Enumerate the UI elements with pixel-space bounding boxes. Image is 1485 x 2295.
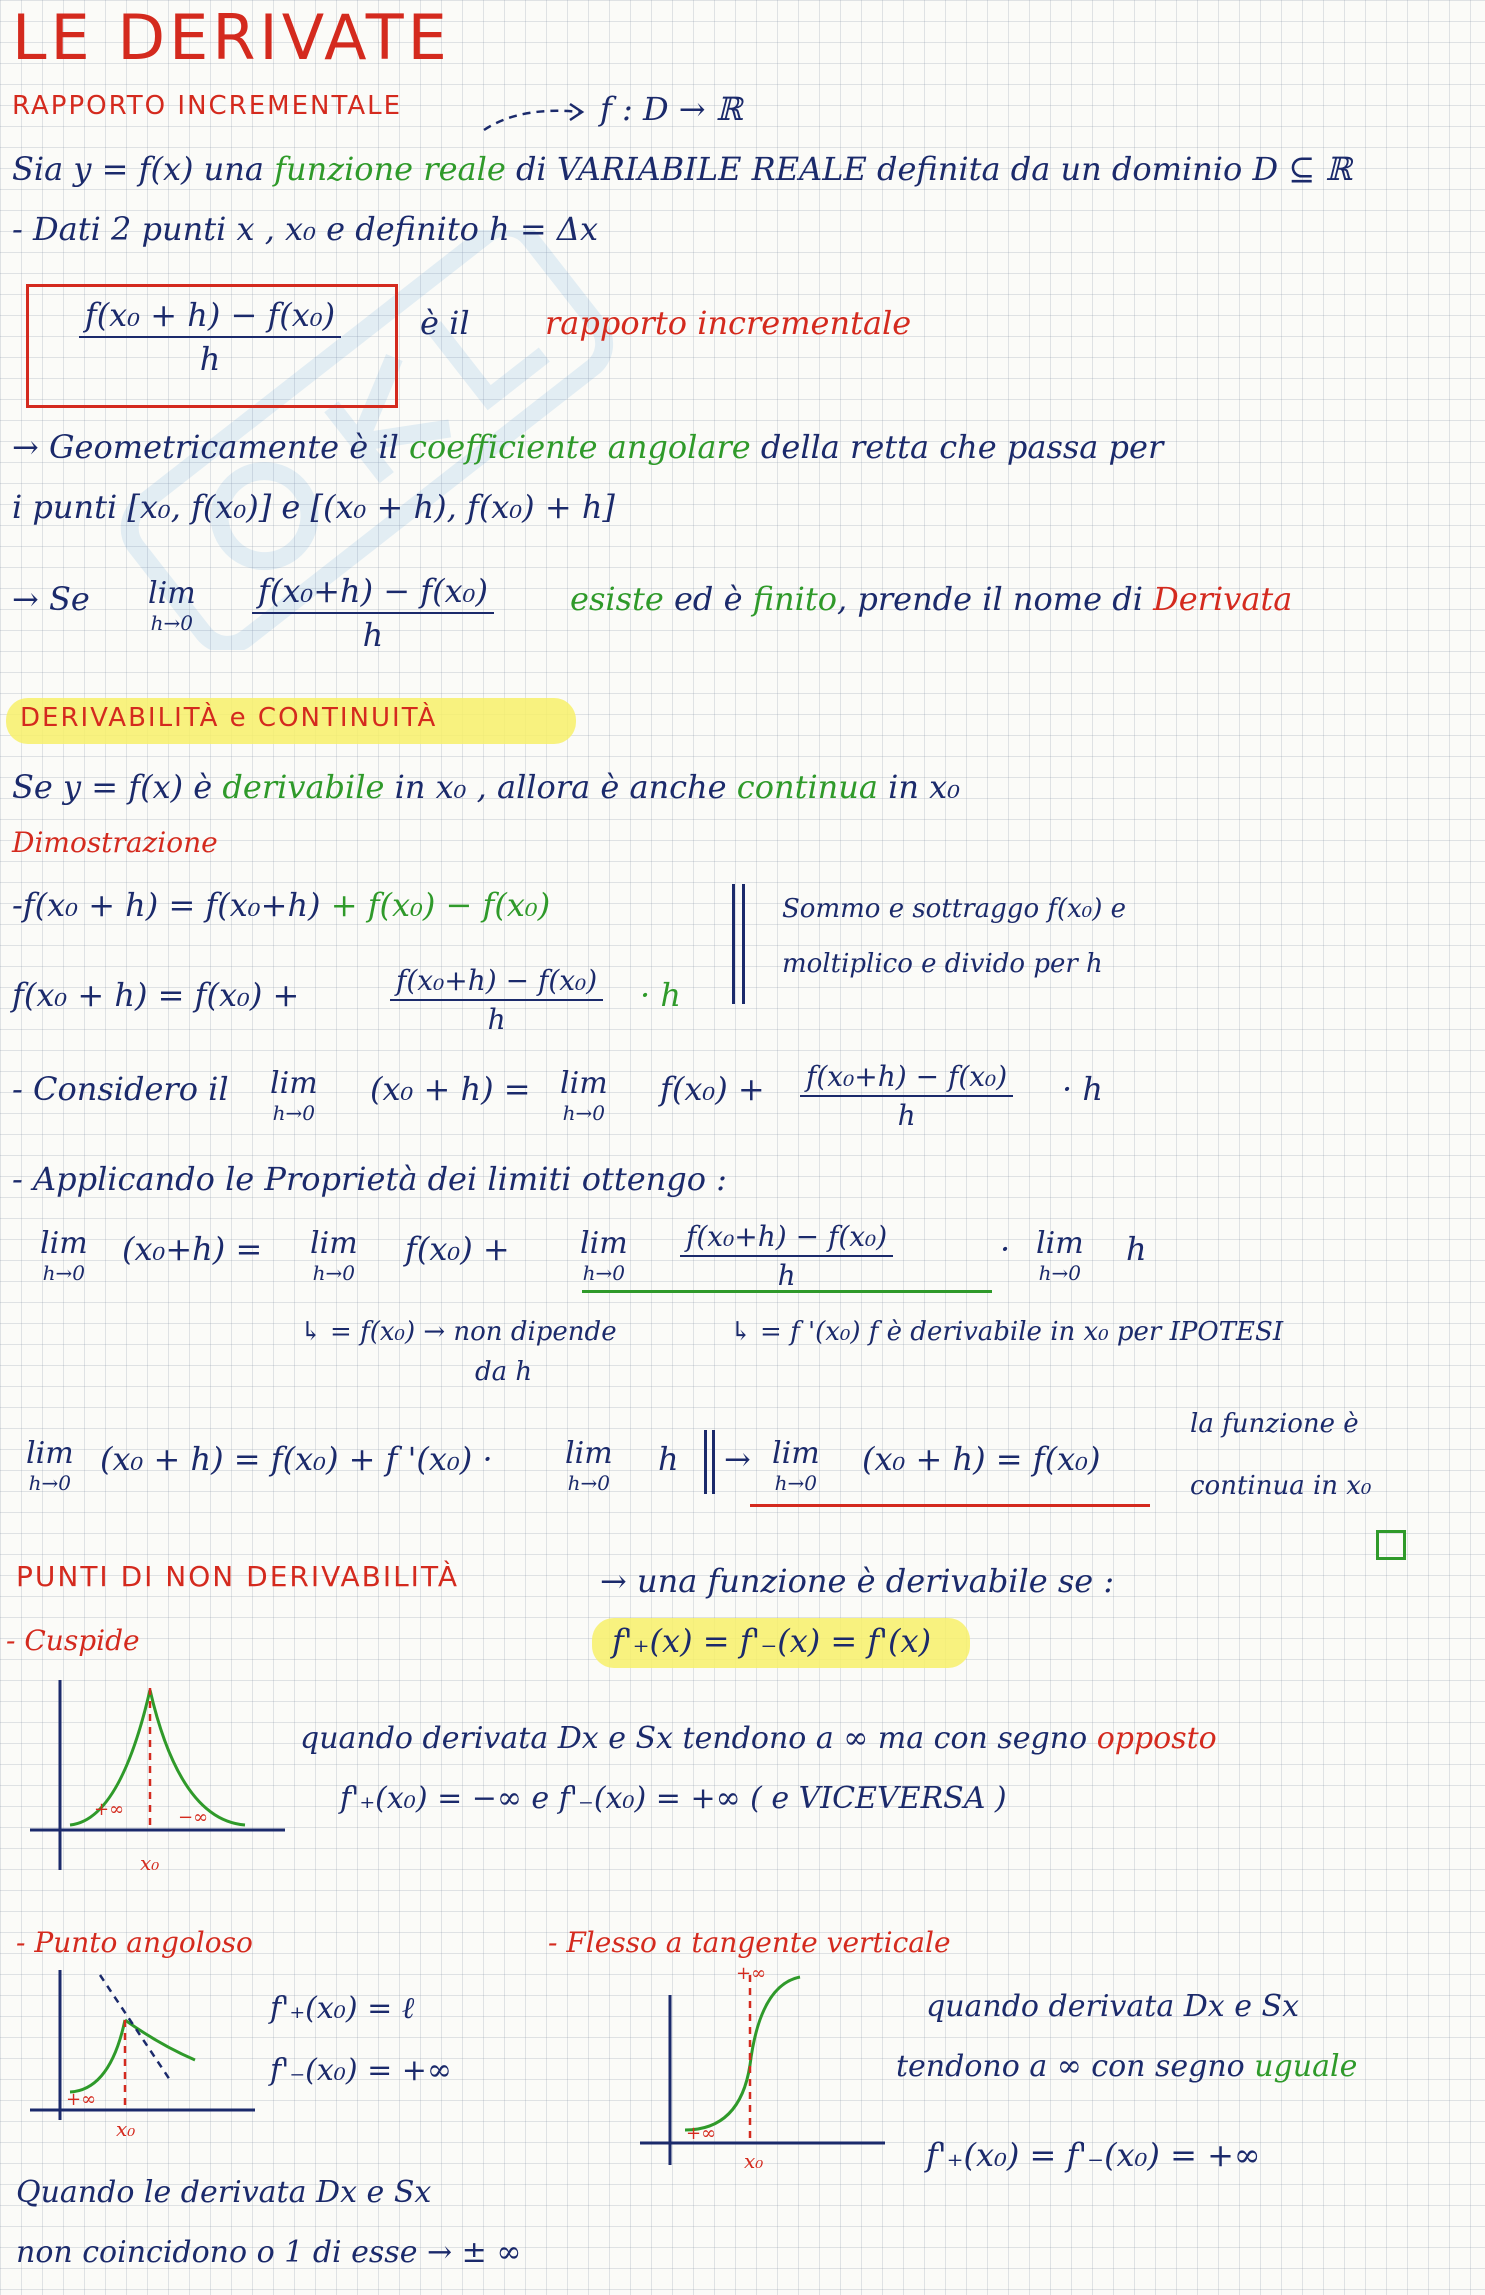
theorem-e: in x₀: [888, 768, 961, 806]
consider-lim-2: lim: [560, 1066, 608, 1101]
final-sub-3: h→0: [774, 1471, 817, 1495]
consider-sub-2: h→0: [562, 1101, 605, 1125]
consider-num: f(x₀+h) − f(x₀): [800, 1060, 1013, 1097]
apply-green-underline: [582, 1290, 992, 1293]
limit-and: ed è: [673, 580, 743, 618]
limit-exists: esiste: [570, 580, 664, 618]
consider-limit-1: [270, 1066, 318, 1125]
apply-num: f(x₀+h) − f(x₀): [680, 1220, 893, 1257]
cuspide-line-2: f'₊(x₀) = −∞ e f'₋(x₀) = +∞ ( e VICEVERSA ): [340, 1781, 1007, 1816]
apply-lim-1: lim: [40, 1226, 88, 1261]
cuspide-graph: [20, 1680, 290, 1880]
final-limit-1: [26, 1436, 74, 1495]
consider-fx0: f(x₀) +: [660, 1070, 765, 1108]
angoloso-label: - Punto angoloso: [16, 1926, 253, 1959]
final-h: h: [658, 1440, 679, 1478]
flesso-line-1: quando derivata Dx e Sx: [926, 1989, 1300, 2024]
final-lim-2: lim: [565, 1436, 613, 1471]
conclusion-1: la funzione è: [1190, 1409, 1359, 1439]
proof-eq1-b: f(x₀+h): [205, 886, 321, 924]
final-sub-1: h→0: [28, 1471, 71, 1495]
derivability-condition: f'₊(x) = f'₋(x) = f'(x): [612, 1622, 932, 1660]
dashed-arrow: [480, 96, 590, 136]
geometric-line-2: i punti [x₀, f(x₀)] e [(x₀ + h), f(x₀) + h]: [12, 488, 615, 526]
proof-label: Dimostrazione: [12, 826, 218, 859]
limit-rest: [570, 582, 1292, 617]
section-heading-non-derivabilita: PUNTI DI NON DERIVABILITÀ: [16, 1560, 460, 1593]
apply-lim-4: lim: [1036, 1226, 1084, 1261]
apply-h: h: [1126, 1230, 1147, 1268]
arrow-note: f : D → ℝ: [600, 90, 743, 128]
final-lim-1: lim: [26, 1436, 74, 1471]
flesso-equal: uguale: [1254, 2049, 1358, 2084]
apply-fx0: f(x₀) +: [405, 1230, 510, 1268]
consider-lim-1: lim: [270, 1066, 318, 1101]
definition-start: Sia y = f(x) una: [12, 150, 264, 188]
note-left-2: da h: [475, 1357, 533, 1387]
flesso-line-2-a: tendono a ∞ con segno: [896, 2049, 1245, 2084]
consider-fraction: [800, 1060, 1013, 1132]
theorem-continuous: continua: [736, 768, 878, 806]
section-heading-rapporto: RAPPORTO INCREMENTALE: [12, 91, 403, 121]
limit-sub: h→0: [150, 611, 193, 635]
box-is-text: è il: [420, 304, 470, 342]
separator-bar-1: [732, 884, 735, 1004]
proof-eq2-start: f(x₀ + h) = f(x₀) +: [12, 976, 300, 1014]
proof-eq2-den: h: [487, 1003, 506, 1036]
cuspide-right-label: −∞: [178, 1807, 209, 1828]
proof-eq1: [12, 888, 550, 923]
apply-sub-2: h→0: [312, 1261, 355, 1285]
final-result: (x₀ + h) = f(x₀): [862, 1440, 1101, 1478]
theorem-derivable: derivabile: [222, 768, 385, 806]
proof-eq1-c: + f(x₀) − f(x₀): [330, 886, 551, 924]
incremental-ratio-term: rapporto incrementale: [545, 304, 912, 342]
section-heading-derivabilita: DERIVABILITÀ e CONTINUITÀ: [20, 703, 438, 733]
final-limit-3: [772, 1436, 820, 1495]
apply-limit-2: [310, 1226, 358, 1285]
proof-eq2-times-h: · h: [640, 976, 681, 1014]
apply-expr-1: (x₀+h) =: [122, 1230, 263, 1268]
apply-den: h: [777, 1259, 796, 1292]
limit-numerator: f(x₀+h) − f(x₀): [252, 572, 494, 614]
checkbox-square: [1376, 1530, 1406, 1560]
apply-sub-1: h→0: [42, 1261, 85, 1285]
proof-eq2-fraction: [390, 964, 603, 1036]
cuspide-x0: x₀: [140, 1851, 160, 1875]
final-bar-2: [712, 1430, 715, 1494]
flesso-label: - Flesso a tangente verticale: [548, 1926, 951, 1959]
flesso-x0: x₀: [744, 2149, 764, 2173]
derivative-term: Derivata: [1153, 580, 1293, 618]
final-red-underline: [750, 1504, 1150, 1507]
apply-properties: - Applicando le Proprietà dei limiti ottengo :: [12, 1160, 727, 1198]
apply-limit-3: [580, 1226, 628, 1285]
flesso-line-3: f'₊(x₀) = f'₋(x₀) = +∞: [926, 2136, 1261, 2174]
page-title: LE DERIVATE: [12, 1, 451, 74]
points-line: - Dati 2 punti x , x₀ e definito h = Δx: [12, 210, 599, 248]
final-sub-2: h→0: [567, 1471, 610, 1495]
limit-symbol: [148, 576, 196, 635]
apply-sub-3: h→0: [582, 1261, 625, 1285]
consider-times-h: · h: [1062, 1070, 1103, 1108]
flesso-bottom-label: +∞: [686, 2123, 717, 2144]
proof-eq1-a: -f(x₀ + h) =: [12, 886, 196, 924]
note-right: ↳ = f '(x₀) f è derivabile in x₀ per IPOTESI: [730, 1317, 1284, 1347]
apply-dot: ·: [1000, 1230, 1011, 1268]
consider-start: - Considero il: [12, 1070, 229, 1108]
flesso-graph: [640, 1965, 890, 2165]
limit-denominator: h: [362, 616, 384, 654]
limit-finite: finito: [752, 580, 837, 618]
footer-line-1: Quando le derivata Dx e Sx: [16, 2175, 432, 2210]
final-expr: (x₀ + h) = f(x₀) + f '(x₀) ·: [100, 1440, 493, 1478]
cuspide-opposite: opposto: [1096, 1721, 1217, 1756]
incremental-ratio-fraction: [40, 296, 380, 378]
side-note-1: Sommo e sottraggo f(x₀) e: [782, 894, 1127, 924]
apply-fraction: [680, 1220, 893, 1292]
definition-line: [12, 152, 1352, 187]
fraction-numerator: f(x₀ + h) − f(x₀): [79, 296, 341, 338]
angoloso-graph: [30, 1970, 260, 2130]
apply-lim-2: lim: [310, 1226, 358, 1261]
limit-lim: lim: [148, 576, 196, 611]
angoloso-inf-label: +∞: [66, 2089, 97, 2110]
geometric-end: della retta che passa per: [760, 428, 1164, 466]
limit-fraction: [252, 572, 494, 654]
separator-bar-2: [742, 884, 745, 1004]
flesso-line-2: [896, 2050, 1357, 2083]
proof-eq2-num: f(x₀+h) − f(x₀): [390, 964, 603, 1001]
angoloso-line-1: f'₊(x₀) = ℓ: [270, 1991, 415, 2026]
final-arrow: →: [724, 1440, 751, 1478]
apply-sub-4: h→0: [1038, 1261, 1081, 1285]
non-derivable-intro: → una funzione è derivabile se :: [600, 1562, 1115, 1600]
consider-expr: (x₀ + h) =: [370, 1070, 531, 1108]
side-note-2: moltiplico e divido per h: [782, 949, 1103, 979]
angoloso-line-2: f'₋(x₀) = +∞: [270, 2053, 452, 2088]
definition-end: di VARIABILE REALE definita da un dominio D ⊆ ℝ: [515, 150, 1352, 188]
consider-den: h: [897, 1099, 916, 1132]
footer-line-2: non coincidono o 1 di esse → ± ∞: [16, 2235, 522, 2270]
apply-limit-1: [40, 1226, 88, 1285]
theorem-a: Se y = f(x) è: [12, 768, 213, 806]
cuspide-label: - Cuspide: [6, 1624, 140, 1657]
cuspide-line-1: [300, 1722, 1217, 1755]
angoloso-x0: x₀: [116, 2117, 136, 2141]
final-bar-1: [704, 1430, 707, 1494]
definition-term: funzione reale: [274, 150, 506, 188]
apply-limit-4: [1036, 1226, 1084, 1285]
consider-sub-1: h→0: [272, 1101, 315, 1125]
limit-intro: → Se: [12, 580, 90, 618]
theorem-statement: [12, 770, 960, 805]
limit-takes-name: , prende il nome di: [837, 580, 1143, 618]
apply-lim-3: lim: [580, 1226, 628, 1261]
final-lim-3: lim: [772, 1436, 820, 1471]
conclusion-2: continua in x₀: [1190, 1471, 1372, 1501]
consider-limit-2: [560, 1066, 608, 1125]
theorem-c: in x₀ , allora è anche: [394, 768, 727, 806]
note-left-1: ↳ = f(x₀) → non dipende: [300, 1317, 617, 1347]
fraction-denominator: h: [199, 340, 221, 378]
cuspide-line-1-a: quando derivata Dx e Sx tendono a ∞ ma con segno: [300, 1721, 1088, 1756]
final-limit-2: [565, 1436, 613, 1495]
flesso-top-label: +∞: [736, 1963, 767, 1984]
cuspide-left-label: +∞: [94, 1799, 125, 1820]
geometric-term: coefficiente angolare: [409, 428, 751, 466]
geometric-line-1: [12, 430, 1163, 465]
geometric-start: → Geometricamente è il: [12, 428, 399, 466]
